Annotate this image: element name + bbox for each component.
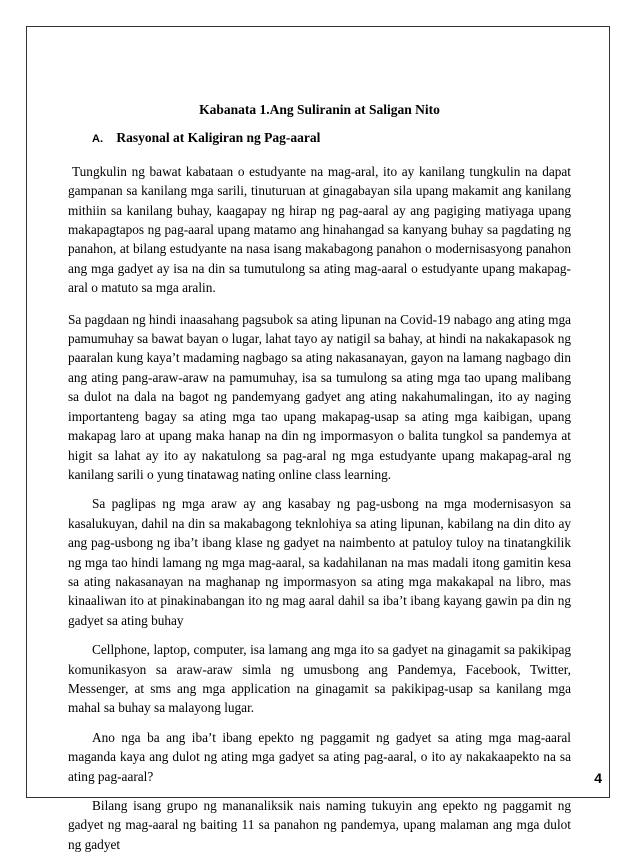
chapter-title: Kabanata 1.Ang Suliranin at Saligan Nito — [199, 102, 440, 117]
paragraph: Sa paglipas ng mga araw ay ang kasabay ng pag-usbong na mga modernisasyon sa kasalukuyan, dahil na din sa makabagong teknlohiya sa ating lipunan, kabilang na din dito ay ang pag-usbong ng iba’t ibang klase ng gadyet na naimbento at patuloy tuloy na tinatangkilik ng mga tao hindi lamang ng mga mag-aaral, sa kadahilanan na mas madali itong gamitin kesa sa ating nakasanayan na maghanap ng impormasyon sa ating mga makakapal na libro, mas kinaaliwan ito at pinakinabangan ito ng mag aaral dahil sa iba’t ibang kayang gawin pa din ng gadyet sa ating buhay — [68, 496, 571, 628]
paragraph: Tungkulin ng bawat kabataan o estudyante na mag-aral, ito ay kanilang tungkulin na dapat gampanan sa kanilang mga sarili, tinuturuan at ginagabayan sila upang makamit ang kanilang mithiin sa kanilang buhay, kaagapay ng hirap ng pag-aaral ay ang pagiging matiyaga upang makapagtapos ng pag-aaral upang matamo ang hinahangad sa kanyang buhay sa pagdating ng panahon, at bilang estudyante na nasa isang makabagong panahon o modernisasyong panahon ang mga gadyet ay isa na din sa tumutulong sa ating mag-aaral o estudyante upang makapag-aral o matuto sa mga aralin. — [68, 163, 571, 296]
section-heading — [92, 128, 571, 149]
page-number: 4 — [594, 770, 602, 786]
paragraph: Sa pagdaan ng hindi inaasahang pagsubok sa ating lipunan na Covid-19 nabago ang ating mga pamumuhay sa bawat bayan o lugar, lahat tayo ay natigil sa bahay, at hindi na nakakapasok ng paaralan kung kaya’t madaming nagbago sa ating nakasanayan, gayon na lamang nagbago din ang ating pang-araw-araw na pamumuhay, isa sa tumulong sa ating mga tao upang malibang sa dulot na dala na bagot ng pandemyang gadyet ang ating nakahumalingan, ito ay naging importanteng bagay sa ating mga tao upang makapag-usap sa ating mga kaibigan, upang makapag laro at upang maka hanap na din ng impormasyon o balita tungkol sa pandemya at higit sa lahat ay ito ay nakatulong sa pag-aral ng mga estudyante upang makapag-aral ng kanilang sarili o yung tinatawag nating online class learning. — [68, 311, 571, 482]
section-letter: A. — [92, 133, 103, 146]
paragraph: Bilang isang grupo ng mananaliksik nais naming tukuyin ang epekto ng paggamit ng gadyet ng mag-aaral ng baiting 11 sa panahon ng pandemya, upang malaman ang mga dulot ng gadyet — [68, 798, 571, 852]
document-body — [68, 100, 571, 864]
paragraph: Cellphone, laptop, computer, isa lamang ang mga ito sa gadyet na ginagamit sa pakikipag komunikasyon sa araw-araw simla ng umusbong ang Pandemya, Facebook, Twitter, Messenger, at sms ang mga application na ginagamit sa pakikipag-usap sa kanilang mga mahal sa buhay sa malayong lugar. — [68, 642, 571, 716]
section-title: Rasyonal at Kaligiran ng Pag-aaral — [116, 130, 321, 146]
paragraph: Ano nga ba ang iba’t ibang epekto ng paggamit ng gadyet sa ating mga mag-aaral maganda kaya ang dulot ng ating mga gadyet sa ating pag-aaral, o ito ay nakakaapekto na sa ating pag-aaral? — [68, 729, 571, 784]
